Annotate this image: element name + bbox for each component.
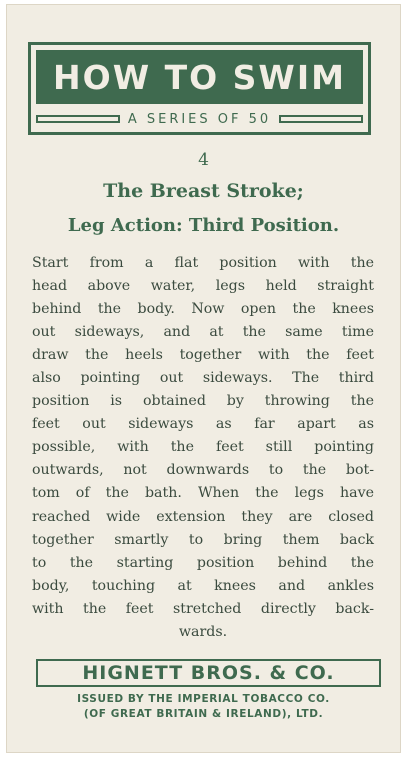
series-row	[36, 111, 363, 127]
body-line: together smartly to bring them back	[32, 531, 374, 548]
issued-by-line: ISSUED BY THE IMPERIAL TOBACCO CO.	[77, 693, 330, 705]
body-line: to the starting position behind the	[32, 554, 374, 571]
body-line: wards.	[178, 623, 228, 640]
body-line: head above water, legs held straight	[32, 278, 374, 295]
card-body-text	[32, 252, 374, 644]
right-rule	[279, 115, 363, 123]
body-line: behind the body. Now open the knees	[32, 301, 374, 318]
body-line: body, touching at knees and ankles	[32, 577, 374, 594]
title-band	[36, 50, 363, 104]
series-subtitle: A SERIES OF 50	[127, 111, 272, 127]
body-line: possible, with the feet still pointing	[32, 439, 374, 456]
footer-brand: HIGNETT BROS. & CO.	[82, 662, 335, 684]
body-line: also pointing out sideways. The third	[32, 370, 374, 387]
body-line: out sideways, and at the same time	[32, 324, 374, 341]
header-frame	[28, 42, 371, 135]
body-line: feet out sideways as far apart as	[32, 416, 374, 433]
left-rule	[36, 115, 120, 123]
card-subheading: Leg Action: Third Position.	[67, 215, 340, 236]
body-line: with the feet stretched directly back-	[32, 600, 374, 617]
card-heading: The Breast Stroke;	[103, 180, 304, 202]
cigarette-card	[6, 4, 401, 753]
footer-brand-frame	[36, 659, 381, 687]
body-line: reached wide extension they are closed	[32, 508, 374, 525]
body-line: outwards, not downwards to the bot-	[32, 462, 374, 479]
body-line: draw the heels together with the feet	[32, 347, 374, 364]
issued-by-line-2: (OF GREAT BRITAIN & IRELAND), LTD.	[83, 708, 324, 720]
series-title: HOW TO SWIM	[53, 57, 346, 97]
body-line: tom of the bath. When the legs have	[32, 485, 374, 502]
card-number: 4	[198, 150, 209, 170]
body-line: Start from a flat position with the	[32, 255, 374, 271]
body-line: position is obtained by throwing the	[32, 393, 374, 410]
